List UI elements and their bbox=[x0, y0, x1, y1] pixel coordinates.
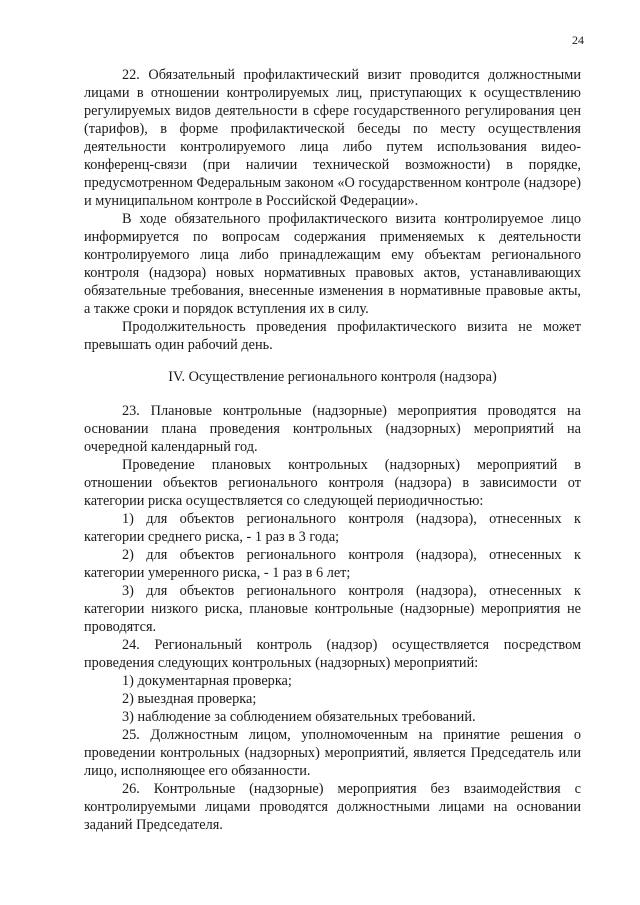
list-item-field-check: 2) выездная проверка; bbox=[122, 691, 257, 707]
page-number: 24 bbox=[572, 33, 584, 47]
paragraph-26: 26. Контрольные (надзорные) мероприятия без взаимодействия с контролируемыми лицами проводятся должностными лицами на основании заданий Председателя. bbox=[84, 781, 581, 833]
list-item-documentary-check: 1) документарная проверка; bbox=[122, 673, 292, 689]
paragraph-visit-information: В ходе обязательного профилактического визита контролируемое лицо информируется по вопросам содержания применяемых к деятельности контролируемого лица либо принадлежащим ему объектам регионального контроля (надзора) новых нормативных правовых актов, устанавливающих обязательные требования, внесенные изменения в нормативные правовые акты, а также сроки и порядок вступления их в силу. bbox=[84, 211, 581, 317]
list-item-moderate-risk: 2) для объектов регионального контроля (надзора), отнесенных к категории умеренного риска, - 1 раз в 6 лет; bbox=[84, 547, 581, 581]
paragraph-periodicity: Проведение плановых контрольных (надзорных) мероприятий в отношении объектов регионального контроля (надзора) в зависимости от категории риска осуществляется со следующей периодичностью: bbox=[84, 457, 581, 509]
document-body bbox=[84, 66, 581, 834]
paragraph-23: 23. Плановые контрольные (надзорные) мероприятия проводятся на основании плана проведения контрольных (надзорных) мероприятий на очередной календарный год. bbox=[84, 403, 581, 455]
section-title: IV. Осуществление регионального контроля (надзора) bbox=[168, 369, 497, 385]
paragraph-24: 24. Региональный контроль (надзор) осуществляется посредством проведения следующих контрольных (надзорных) мероприятий: bbox=[84, 637, 581, 671]
paragraph-25: 25. Должностным лицом, уполномоченным на принятие решения о проведении контрольных (надзорных) мероприятий, является Председатель или лицо, исполняющее его обязанности. bbox=[84, 727, 581, 779]
list-item-medium-risk: 1) для объектов регионального контроля (надзора), отнесенных к категории среднего риска, - 1 раз в 3 года; bbox=[84, 511, 581, 545]
list-item-low-risk: 3) для объектов регионального контроля (надзора), отнесенных к категории низкого риска, плановые контрольные (надзорные) мероприятия не проводятся. bbox=[84, 583, 581, 635]
paragraph-visit-duration: Продолжительность проведения профилактического визита не может превышать один рабочий день. bbox=[84, 319, 581, 353]
paragraph-22: 22. Обязательный профилактический визит проводится должностными лицами в отношении контролируемых лиц, приступающих к осуществлению регулируемых видов деятельности в сфере государственного регулирования цен (тарифов), в форме профилактической беседы по месту осуществления деятельности контролируемого лица либо путем использования видео-конференц-связи (при наличии технической возможности) в порядке, предусмотренном Федеральным законом «О государственном контроле (надзоре) и муниципальном контроле в Российской Федерации». bbox=[84, 67, 581, 209]
list-item-observation: 3) наблюдение за соблюдением обязательных требований. bbox=[122, 709, 476, 725]
